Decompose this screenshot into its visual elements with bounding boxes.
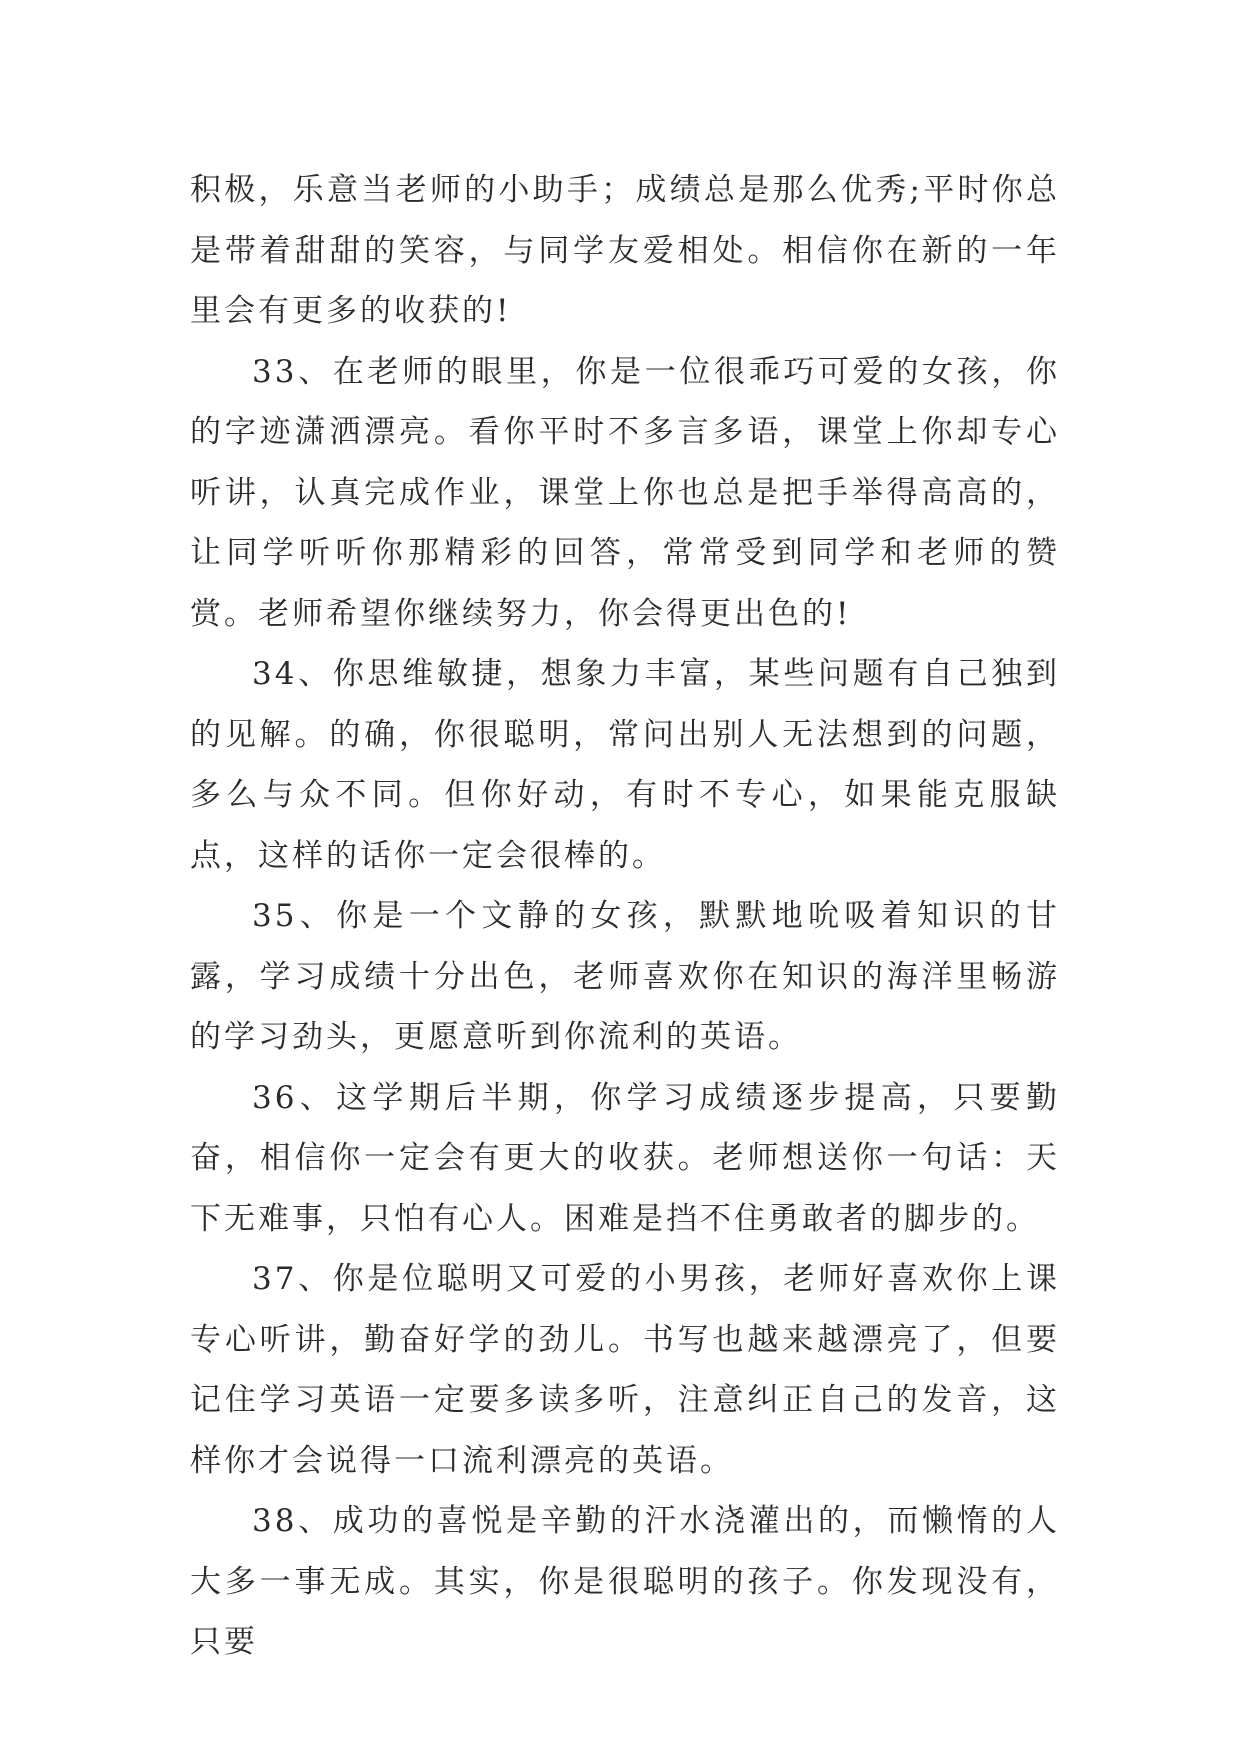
paragraph-35: 35、你是一个文静的女孩，默默地吮吸着知识的甘露，学习成绩十分出色，老师喜欢你在知识的海洋里畅游的学习劲头，更愿意听到你流利的英语。 [190, 898, 1060, 1055]
document-body [190, 160, 1060, 1673]
paragraph-38: 38、成功的喜悦是辛勤的汗水浇灌出的，而懒惰的人大多一事无成。其实，你是很聪明的孩子。你发现没有，只要 [190, 1503, 1060, 1660]
paragraph-34: 34、你思维敏捷，想象力丰富，某些问题有自己独到的见解。的确，你很聪明，常问出别人无法想到的问题，多么与众不同。但你好动，有时不专心，如果能克服缺点，这样的话你一定会很棒的。 [190, 656, 1060, 874]
paragraph-37: 37、你是位聪明又可爱的小男孩，老师好喜欢你上课专心听讲，勤奋好学的劲儿。书写也越来越漂亮了，但要记住学习英语一定要多读多听，注意纠正自己的发音，这样你才会说得一口流利漂亮的英语。 [190, 1261, 1060, 1479]
paragraph-36: 36、这学期后半期，你学习成绩逐步提高，只要勤奋，相信你一定会有更大的收获。老师想送你一句话：天下无难事，只怕有心人。困难是挡不住勇敢者的脚步的。 [190, 1079, 1060, 1237]
paragraph-continued: 积极，乐意当老师的小助手；成绩总是那么优秀;平时你总是带着甜甜的笑容，与同学友爱相处。相信你在新的一年里会有更多的收获的! [190, 172, 1060, 329]
paragraph-33: 33、在老师的眼里，你是一位很乖巧可爱的女孩，你的字迹潇洒漂亮。看你平时不多言多语，课堂上你却专心听讲，认真完成作业，课堂上你也总是把手举得高高的，让同学听听你那精彩的回答，常常受到同学和老师的赞赏。老师希望你继续努力，你会得更出色的! [190, 353, 1060, 632]
